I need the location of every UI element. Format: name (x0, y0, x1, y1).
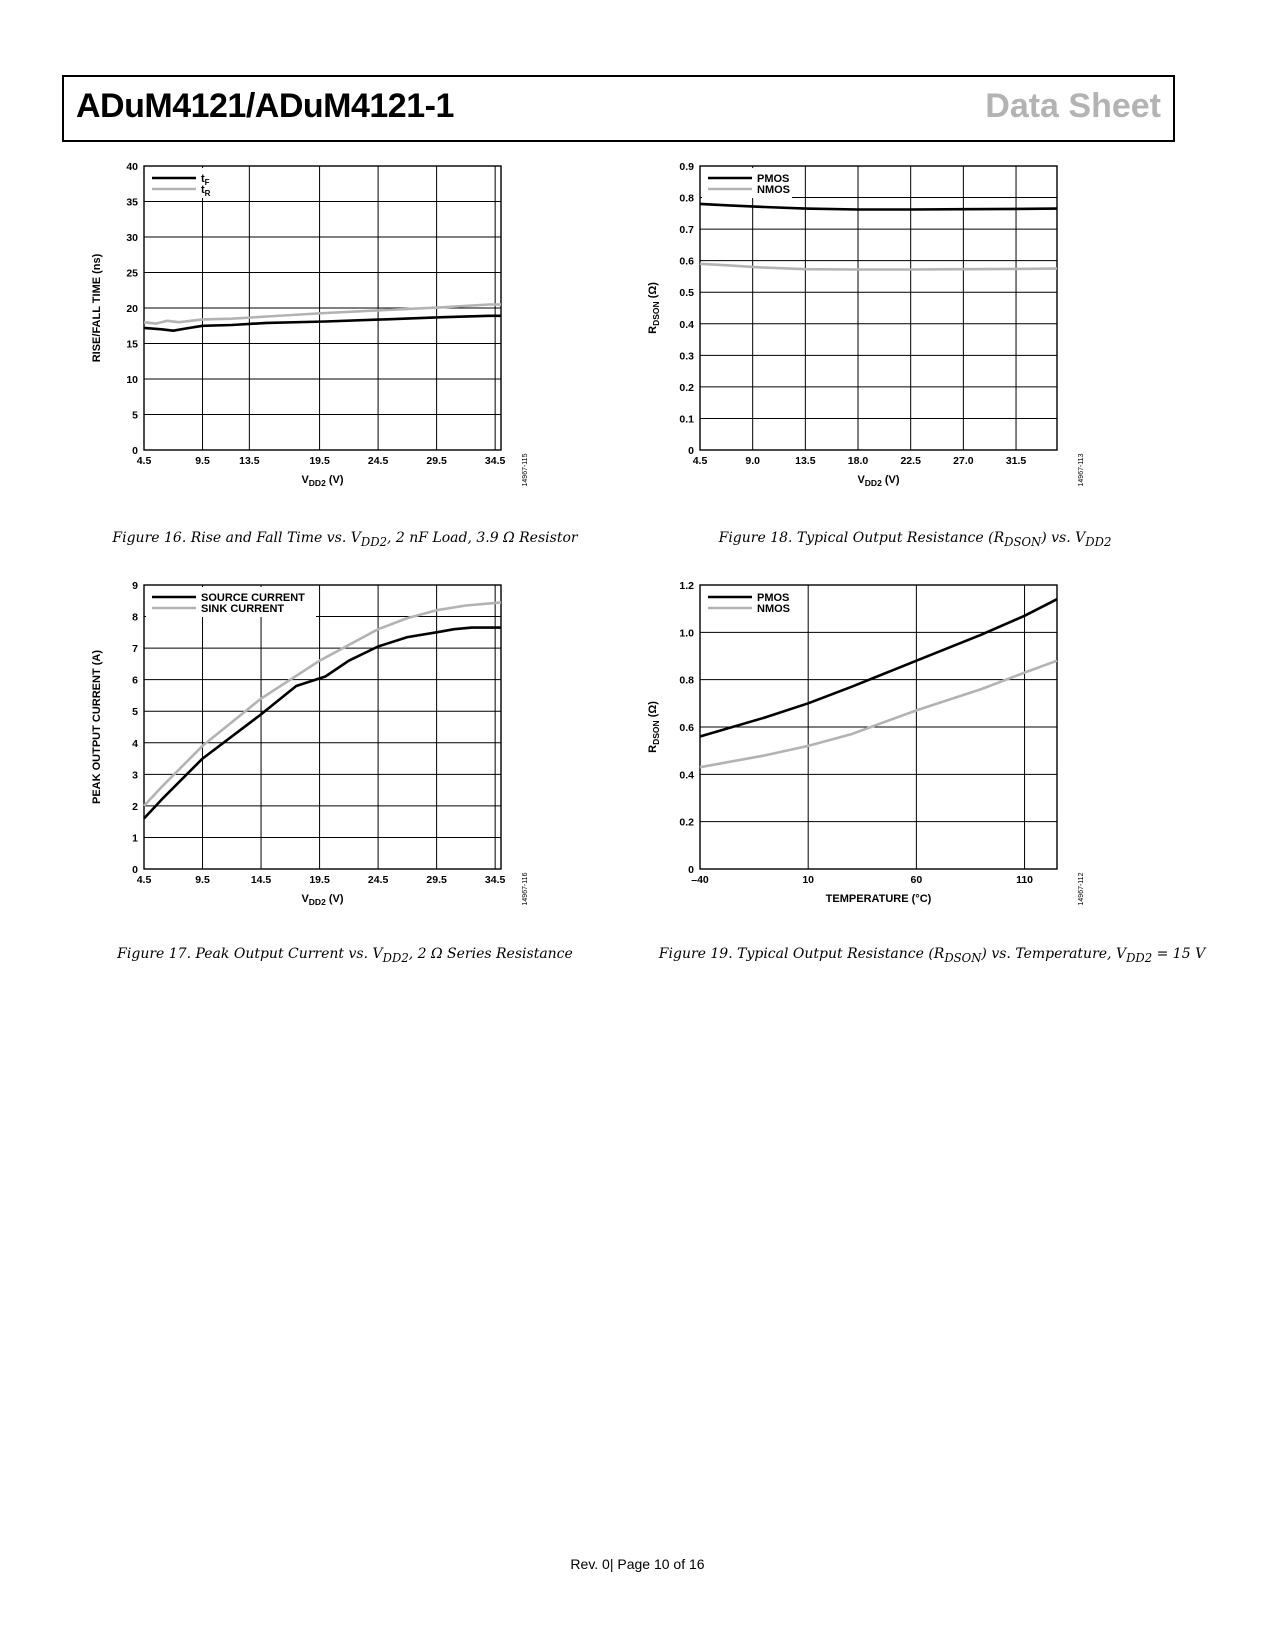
y-axis-label-unit: (Ω) (647, 701, 659, 721)
figure-19-svg (647, 577, 1145, 937)
x-tick-label: 24.5 (367, 455, 389, 467)
y-tick-label: 6 (132, 674, 138, 687)
x-tick-label: 27.0 (953, 455, 974, 467)
figure-17-caption (65, 946, 625, 965)
x-axis-label-unit: (V) (325, 893, 344, 905)
x-tick-label: 19.5 (309, 874, 330, 886)
caption-subscript: DD2 (360, 534, 387, 549)
figure-code: 14967-116 (522, 872, 529, 906)
x-tick-label: 29.5 (426, 874, 447, 886)
figure-code: 14967-115 (522, 453, 529, 487)
y-tick-label: 0 (688, 445, 694, 457)
x-tick-label: 31.5 (1005, 455, 1027, 467)
y-tick-label: 0.4 (679, 318, 694, 331)
caption-subscript: DD2 (1085, 534, 1112, 549)
caption-text: , 2 nF Load, 3.9 Ω Resistor (387, 530, 578, 546)
legend-background (146, 168, 236, 198)
plot-frame (144, 585, 501, 869)
y-tick-label: 40 (126, 161, 138, 173)
y-tick-label: 0.1 (679, 413, 694, 426)
x-tick-label: 18.0 (847, 455, 869, 467)
y-axis-label (647, 701, 661, 753)
x-tick-label: 4.5 (136, 455, 152, 467)
y-tick-label: 0 (132, 864, 138, 876)
y-tick-label: 8 (132, 611, 138, 624)
figure-17-chart (80, 577, 560, 937)
page-footer: Rev. 0| Page 10 of 16 (570, 1556, 705, 1572)
x-axis-label-unit: (V) (325, 474, 344, 486)
y-axis-label-main: R (647, 325, 659, 334)
series-line-nmos (700, 264, 1057, 270)
y-axis-label-subscript: DSON (651, 720, 661, 745)
x-axis-label-subscript: DD2 (864, 478, 882, 488)
x-axis-label-unit: (V) (881, 474, 900, 486)
caption-text: Figure 16. Rise and Fall Time vs. V (112, 530, 361, 546)
legend-label: SINK CURRENT (201, 603, 285, 615)
x-tick-label: 22.5 (900, 455, 921, 467)
x-tick-label: –40 (691, 874, 709, 886)
figure-code: 14967-113 (1078, 453, 1085, 487)
document-title: ADuM4121/ADuM4121-1 (76, 87, 454, 125)
figure-18-chart (647, 160, 1145, 520)
y-tick-label: 0 (688, 864, 694, 876)
y-tick-label: 0.4 (679, 769, 694, 782)
y-tick-label: 35 (126, 196, 138, 209)
series-line-pmos (700, 599, 1057, 736)
caption-subscript: DSON (944, 950, 982, 965)
caption-text: Figure 18. Typical Output Resistance (R (718, 530, 1005, 546)
y-tick-label: 0.8 (679, 192, 694, 205)
y-tick-label: 1.2 (679, 580, 694, 592)
legend-label: $t_R$ (201, 184, 211, 198)
y-tick-label: 0.6 (679, 722, 694, 734)
x-tick-label: 24.5 (367, 874, 389, 886)
y-tick-label: 0.8 (679, 674, 694, 687)
x-axis-label (301, 893, 343, 907)
series-line-pmos (700, 204, 1057, 210)
legend-label: SOURCE CURRENT (201, 592, 305, 604)
y-tick-label: 2 (132, 800, 138, 813)
x-tick-label: 34.5 (484, 874, 506, 886)
y-axis-label-subscript: DSON (651, 301, 661, 326)
y-tick-label: 7 (132, 643, 138, 656)
caption-text: ) vs. V (1041, 530, 1086, 546)
x-axis-label-main: V (301, 474, 309, 486)
caption-text: ) vs. Temperature, V (981, 946, 1127, 962)
legend-label: $t_F$ (201, 173, 210, 187)
y-tick-label: 4 (132, 737, 138, 750)
x-axis-label (301, 474, 343, 488)
y-tick-label: 1.0 (679, 627, 694, 640)
figure-code: 14967-112 (1078, 872, 1085, 906)
caption-subscript: DD2 (382, 950, 409, 965)
x-axis-label-main: V (857, 474, 865, 486)
y-tick-label: 30 (126, 232, 138, 244)
legend-label: PMOS (757, 173, 790, 185)
y-axis-label (647, 282, 661, 334)
x-tick-label: 13.5 (239, 455, 260, 467)
x-tick-label: 34.5 (484, 455, 506, 467)
y-tick-label: 9 (132, 580, 138, 592)
page-header (62, 75, 1175, 142)
y-tick-label: 10 (126, 374, 138, 386)
y-tick-label: 20 (126, 303, 138, 315)
y-axis-label-main: R (647, 744, 659, 753)
series-line-sink-current (144, 602, 501, 806)
figure-16-chart (80, 160, 560, 520)
series-line-t-f (144, 316, 501, 331)
x-tick-label: 60 (910, 874, 923, 886)
y-tick-label: 0.6 (679, 255, 694, 268)
y-tick-label: 0 (132, 445, 138, 457)
x-axis-label (857, 474, 899, 488)
y-tick-label: 15 (126, 338, 138, 351)
x-tick-label: 14.5 (250, 874, 272, 886)
figure-19-chart (647, 577, 1145, 937)
y-tick-label: 3 (132, 769, 138, 782)
x-tick-label: 9.5 (195, 455, 210, 467)
y-tick-label: 0.7 (679, 224, 694, 237)
y-axis-label: PEAK OUTPUT CURRENT (A) (91, 650, 103, 804)
series-line-source-current (144, 628, 501, 819)
y-tick-label: 0.2 (679, 816, 694, 829)
y-tick-label: 1 (132, 832, 138, 845)
x-axis-label-subscript: DD2 (308, 897, 326, 907)
y-tick-label: 0.5 (679, 287, 694, 300)
x-axis-label-subscript: DD2 (308, 478, 326, 488)
x-tick-label: 29.5 (426, 455, 447, 467)
figure-16-svg (80, 160, 560, 520)
caption-text: Figure 19. Typical Output Resistance (R (658, 946, 945, 962)
x-axis-label: TEMPERATURE (°C) (825, 893, 932, 905)
y-tick-label: 0.9 (679, 161, 694, 173)
x-axis-label-main: V (301, 893, 309, 905)
y-axis-label: RISE/FALL TIME (ns) (91, 253, 103, 363)
figure-18-svg (647, 160, 1145, 520)
y-tick-label: 5 (132, 706, 138, 719)
y-tick-label: 0.2 (679, 381, 694, 394)
x-tick-label: 9.0 (745, 455, 760, 467)
x-tick-label: 9.5 (195, 874, 210, 886)
legend-label: NMOS (757, 603, 790, 615)
figure-19-caption (642, 946, 1222, 965)
x-tick-label: 4.5 (136, 874, 152, 886)
x-tick-label: 10 (802, 874, 815, 886)
y-tick-label: 0.3 (679, 350, 694, 363)
legend-label-subscript: F (204, 178, 210, 187)
caption-subscript: DSON (1004, 534, 1042, 549)
caption-text: = 15 V (1152, 946, 1206, 962)
figure-18-caption (635, 530, 1195, 549)
x-tick-label: 19.5 (309, 455, 330, 467)
figure-17-svg (80, 577, 560, 937)
caption-subscript: DD2 (1126, 950, 1153, 965)
x-tick-label: 110 (1016, 874, 1034, 886)
figure-16-caption (65, 530, 625, 549)
x-tick-label: 13.5 (795, 455, 816, 467)
y-tick-label: 5 (132, 409, 138, 422)
y-tick-label: 25 (126, 267, 138, 280)
x-tick-label: 4.5 (692, 455, 708, 467)
document-type: Data Sheet (985, 87, 1161, 125)
y-axis-label-unit: (Ω) (647, 282, 659, 302)
caption-text: , 2 Ω Series Resistance (408, 946, 573, 962)
legend-label: PMOS (757, 592, 790, 604)
legend-label: NMOS (757, 184, 790, 196)
legend-label-subscript: R (204, 189, 211, 198)
caption-text: Figure 17. Peak Output Current vs. V (117, 946, 383, 962)
